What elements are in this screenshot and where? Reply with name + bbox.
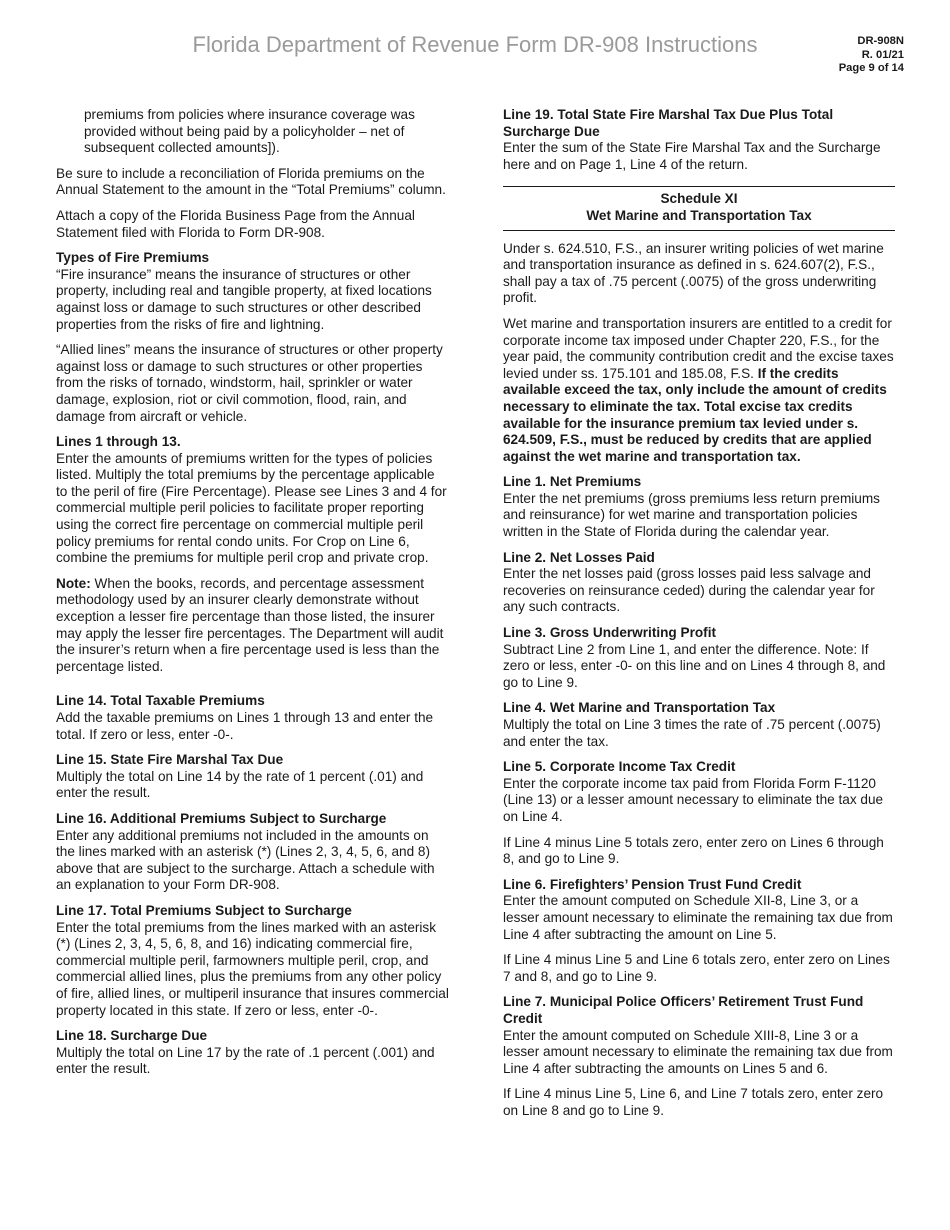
- schedule-xi-heading: [503, 186, 895, 230]
- credit-text: Wet marine and transportation insurers are entitled to a credit for corporate income tax imposed under Chapter 220, F.S., for the year paid, the community contribution credit and the excise taxes levied under ss. 175.101 and 185.08, F.S.: [503, 315, 894, 381]
- credit-paragraph: [503, 316, 895, 465]
- section-body: Enter any additional premiums not included in the amounts on the lines marked with an asterisk (*) (Lines 2, 3, 4, 5, 6, and 8) above that are subject to the surcharge. Attach a schedule with an explanation to your Form DR-908.: [56, 827, 435, 893]
- note-body: When the books, records, and percentage assessment methodology used by an insurer clearly demonstrate without exception a lesser fire percentage than those listed, the insurer may apply the lesser fire percentages. The Department will audit the insurer’s return when a fire percentage used is less than the percentage listed.: [56, 575, 444, 674]
- section-line-5: [503, 759, 895, 825]
- section-heading: Line 6. Firefighters’ Pension Trust Fund Credit: [503, 876, 802, 892]
- section-body: Enter the corporate income tax paid from Florida Form F-1120 (Line 13) or a lesser amount necessary to eliminate the tax due on Line 4.: [503, 775, 884, 824]
- section-body: “Fire insurance” means the insurance of structures or other property, including real and tangible property, at fixed locations against loss or damage to such structures or other described properties from the risks of fire and lightning.: [56, 266, 432, 332]
- line-6-note: If Line 4 minus Line 5 and Line 6 totals zero, enter zero on Lines 7 and 8, and go to Line 9.: [503, 952, 890, 984]
- line-5-note: If Line 4 minus Line 5 totals zero, enter zero on Lines 6 through 8, and go to Line 9.: [503, 834, 884, 867]
- section-heading: Line 17. Total Premiums Subject to Surcharge: [56, 902, 352, 918]
- note-label: Note:: [56, 575, 91, 591]
- section-heading: Line 5. Corporate Income Tax Credit: [503, 759, 736, 775]
- section-line-15: [56, 752, 449, 802]
- section-heading: Line 2. Net Losses Paid: [503, 549, 655, 565]
- section-heading: Line 15. State Fire Marshal Tax Due: [56, 752, 284, 768]
- section-heading: Line 18. Surcharge Due: [56, 1028, 208, 1044]
- section-line-19: [503, 107, 895, 173]
- section-heading: Line 19. Total State Fire Marshal Tax Due Plus Total Surcharge Due: [503, 107, 834, 139]
- attach-paragraph: Attach a copy of the Florida Business Page from the Annual Statement filed with Florida to Form DR-908.: [56, 207, 415, 240]
- left-column: [56, 107, 449, 1087]
- section-heading: Line 3. Gross Underwriting Profit: [503, 625, 716, 641]
- section-body: Enter the total premiums from the lines marked with an asterisk (*) (Lines 2, 3, 4, 5, 6, 8, and 16) indicating commercial fire, commercial multiple peril, farmowners multiple peril, crop, and commercial allied lines, plus the premiums from any other policy of fire, allied lines, or multiperil insurance that insures commercial property located in this state. If zero or less, enter -0-.: [56, 919, 449, 1018]
- schedule-subtitle: Wet Marine and Transportation Tax: [586, 207, 812, 223]
- section-body: Multiply the total on Line 14 by the rate of 1 percent (.01) and enter the result.: [56, 768, 424, 801]
- section-body: Enter the net premiums (gross premiums less return premiums and reinsurance) for wet marine and transportation policies written in the State of Florida during the calendar year.: [503, 490, 880, 540]
- section-body: Enter the amount computed on Schedule XIII-8, Line 3 or a lesser amount necessary to eliminate the remaining tax due from Line 4 after subtracting the amounts on Lines 5 and 6.: [503, 1027, 893, 1076]
- right-column: [503, 107, 895, 1128]
- section-line-17: [56, 903, 449, 1019]
- reconciliation-paragraph: Be sure to include a reconciliation of Florida premiums on the Annual Statement to the amount in the “Total Premiums” column.: [56, 165, 446, 198]
- section-heading: Line 16. Additional Premiums Subject to Surcharge: [56, 810, 387, 826]
- section-heading: Line 14. Total Taxable Premiums: [56, 693, 265, 709]
- section-line-1: [503, 474, 895, 540]
- section-lines-1-13: [56, 434, 449, 567]
- line-7-note: If Line 4 minus Line 5, Line 6, and Line 7 totals zero, enter zero on Line 8 and go to Line 9.: [503, 1086, 884, 1118]
- section-body: Enter the sum of the State Fire Marshal Tax and the Surcharge here and on Page 1, Line 4 of the return.: [503, 140, 881, 172]
- section-line-4: [503, 700, 895, 750]
- section-line-16: [56, 811, 449, 894]
- section-types-of-fire-premiums: [56, 250, 449, 333]
- section-body: Multiply the total on Line 3 times the rate of .75 percent (.0075) and enter the tax.: [503, 717, 881, 749]
- page-number: Page 9 of 14: [838, 62, 904, 74]
- section-line-3: [503, 625, 895, 691]
- form-number: DR-908N: [857, 35, 904, 47]
- section-body: Enter the amount computed on Schedule XII-8, Line 3, or a lesser amount necessary to eliminate the remaining tax due from Line 4 after subtracting the amount on Line 5.: [503, 893, 893, 942]
- credit-emphasis: If the credits available exceed the tax, only include the amount of credits necessary to eliminate the tax. Total excise tax credits available for the insurance premium tax levied under s. 624.509, F.S., must be reduced by credits that are applied against the wet marine and transportation tax.: [503, 365, 887, 464]
- section-heading: Lines 1 through 13.: [56, 434, 181, 450]
- statute-paragraph: Under s. 624.510, F.S., an insurer writing policies of wet marine and transportation insurance as defined in s. 624.607(2), F.S., shall pay a tax of .75 percent (.0075) of the gross underwriting profit.: [503, 240, 884, 306]
- section-line-6: [503, 877, 895, 943]
- section-line-2: [503, 550, 895, 616]
- continued-paragraph: premiums from policies where insurance coverage was provided without being paid by a policyholder – net of subsequent collected amounts]).: [84, 107, 415, 156]
- schedule-title: Schedule XI: [660, 191, 738, 207]
- section-body: Enter the net losses paid (gross losses paid less salvage and recoveries on reinsurance ceded) during the calendar year for any such contracts.: [503, 566, 875, 615]
- section-heading: Types of Fire Premiums: [56, 250, 210, 266]
- section-heading: Line 4. Wet Marine and Transportation Tax: [503, 700, 776, 716]
- form-identifier: [839, 35, 904, 76]
- section-body: Add the taxable premiums on Lines 1 through 13 and enter the total. If zero or less, enter -0-.: [56, 710, 434, 742]
- section-line-14: [56, 693, 449, 743]
- section-heading: Line 7. Municipal Police Officers’ Retirement Trust Fund Credit: [503, 994, 864, 1026]
- section-body: Subtract Line 2 from Line 1, and enter the difference. Note: If zero or less, enter -0- on this line and on Lines 4 through 8, and go to Line 9.: [503, 641, 886, 690]
- form-revision: R. 01/21: [861, 48, 904, 61]
- document-title: Florida Department of Revenue Form DR-908 Instructions: [192, 32, 758, 57]
- section-heading: Line 1. Net Premiums: [503, 474, 642, 490]
- section-line-7: [503, 994, 895, 1077]
- section-body: Multiply the total on Line 17 by the rate of .1 percent (.001) and enter the result.: [56, 1044, 435, 1077]
- note-paragraph: [56, 576, 449, 676]
- section-body: Enter the amounts of premiums written for the types of policies listed. Multiply the total premiums by the percentage applicable to the peril of fire (Fire Percentage). Please see Lines 3 and 4 for commercial multiple peril policies to facilitate proper reporting using the correct fire percentage on commercial multiple peril policy premiums for rental condo units. For Crop on Line 6, combine the premiums for multiple peril crop and private crop.: [56, 450, 447, 566]
- allied-lines-paragraph: “Allied lines” means the insurance of structures or other property against loss or damage to such structures or other properties from the risks of tornado, windstorm, hail, sprinkler or water damage, explosion, riot or civil commotion, flood, rain, and damage from aircraft or vehicle.: [56, 342, 443, 424]
- section-line-18: [56, 1028, 449, 1078]
